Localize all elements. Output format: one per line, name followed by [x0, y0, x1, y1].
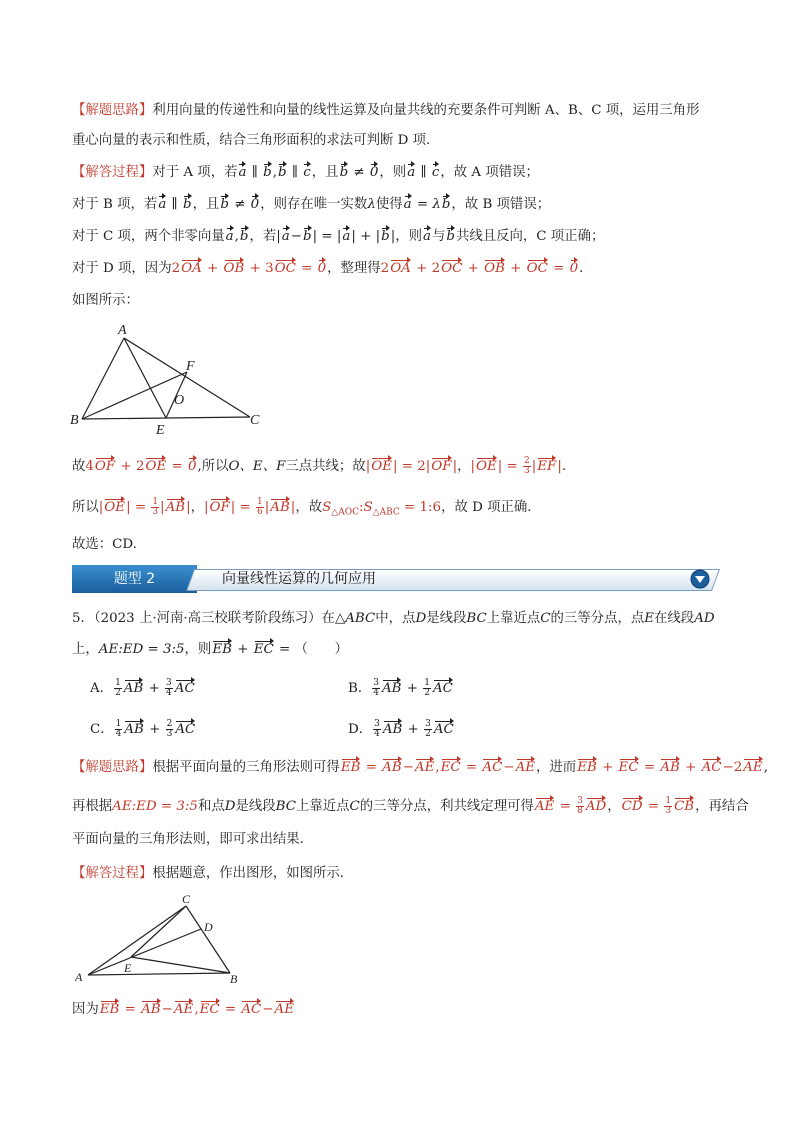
option-b[interactable]: B． $\frac{3}{4}$ AB + $\frac{1}{2}$ AC — [348, 678, 453, 698]
solution4-proc-a: 【解答过程】对于 A 项，若a ∥ b,b ∥ c，且b ≠ 0，则a ∥ c，故 A 项错误； — [72, 165, 539, 180]
question5-line1: 5．（2023 上·河南·高三校联考阶段练习）在△ABC中，点D是线段BC上靠近点C的三等分点，点E在线段AD — [72, 611, 715, 626]
question5-line2: 上，AE:ED = 3:5，则EB + EC = （ ） — [72, 642, 349, 657]
label-C: C — [250, 413, 260, 428]
solution5-idea-line2: 再根据AE:ED = 3:5和点D是线段BC上靠近点C的三等分点，利共线定理可得AE = $\frac{3}{8}$ AD，CD = $\frac{1}{3}$ CB，再结合 — [72, 796, 749, 816]
solution4-answer: 故选：CD. — [72, 537, 137, 552]
option-d[interactable]: D． $\frac{3}{4}$ AB + $\frac{3}{2}$ AC — [348, 719, 454, 739]
figure2-triangle — [70, 893, 250, 991]
label-C: C — [182, 893, 191, 906]
solution4-result2: 所以|OE| = $\frac{1}{3}$ |AB|，|OF| = $\frac{1}{6}$ |AB|，故$S_{\triangle AOC}:S_{\triangle ABC}$ = 1:6，故 D 项正确. — [72, 497, 532, 518]
label-O: O — [174, 393, 185, 408]
segment-ec — [131, 906, 186, 957]
option-c[interactable]: C． $\frac{1}{4}$ AB + $\frac{2}{3}$ AC — [90, 719, 196, 739]
chevron-down-icon — [690, 569, 710, 589]
label-E: E — [124, 961, 132, 975]
segment-eb — [131, 957, 230, 973]
option-a[interactable]: A． $\frac{1}{2}$ AB + $\frac{3}{4}$ AC — [90, 678, 195, 698]
label-F: F — [186, 359, 195, 374]
idea-label: 【解题思路】 — [72, 103, 153, 118]
section-banner — [72, 565, 718, 593]
label-B: B — [70, 413, 79, 428]
edge-ab — [82, 338, 124, 419]
solution4-proc-c: 对于 C 项，两个非零向量a,b，若|a−b| = |a| + |b|，则a与b共线且反向，C 项正确； — [72, 229, 605, 244]
solution5-proc: 【解答过程】根据题意，作出图形，如图所示． — [72, 866, 354, 881]
label-D: D — [204, 920, 213, 934]
banner-tag: 题型 2 — [72, 565, 197, 593]
edge-ab — [88, 973, 230, 975]
solution5-idea-line1: 【解题思路】根据平面向量的三角形法则可得EB = AB−AE,EC = AC−AE，进而EB + EC = AB + AC−2AE, — [72, 760, 768, 775]
proc-label: 【解答过程】 — [72, 165, 153, 180]
segment-bf — [82, 372, 187, 419]
solution5-idea-line3: 平面向量的三角形法则，即可求出结果. — [72, 832, 304, 847]
solution4-idea-line1: 【解题思路】利用向量的传递性和向量的线性运算及向量共线的充要条件可判断 A、B、C 项，运用三角形 — [72, 103, 700, 118]
figure1-caption: 如图所示： — [72, 293, 139, 308]
label-E: E — [156, 423, 165, 437]
solution4-proc-d: 对于 D 项，因为2OA + OB + 3OC = 0，整理得2OA + 2OC + OB + OC = 0. — [72, 261, 584, 276]
solution5-because: 因为EB = AB−AE,EC = AC−AE — [72, 1002, 294, 1017]
banner-title: 向量线性运算的几何应用 — [222, 571, 376, 587]
solution4-proc-b: 对于 B 项，若a ∥ b，且b ≠ 0，则存在唯一实数λ使得a = λb，故 B 项错误； — [72, 197, 551, 212]
solution4-result1: 故4OF + 2OE = 0,所以O、E、F三点共线；故|OE| = 2|OF|，|OE| = $\frac{2}{3}$ |EF|. — [72, 456, 567, 476]
label-A: A — [75, 970, 83, 984]
edge-bc — [186, 906, 230, 973]
edge-ac — [124, 338, 250, 417]
solution4-idea-line2: 重心向量的表示和性质，结合三角形面积的求法可判断 D 项. — [72, 133, 431, 148]
label-B: B — [230, 972, 238, 986]
median-be — [124, 338, 166, 418]
figure1-triangle — [70, 322, 270, 437]
label-A: A — [118, 323, 127, 338]
